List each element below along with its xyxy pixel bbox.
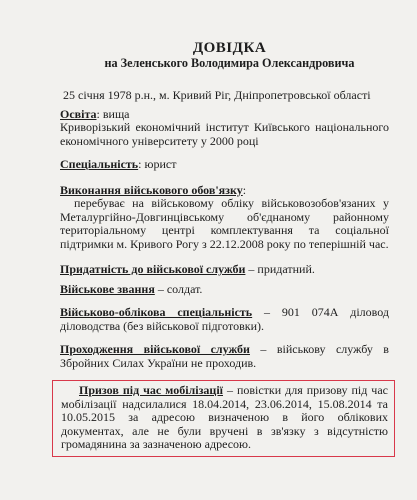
birth-info: 25 січня 1978 р.н., м. Кривий Ріг, Дніпропетровської області [63, 88, 371, 102]
speciality-label: Спеціальність [60, 157, 139, 171]
education-value: : вища [96, 106, 130, 121]
rank-value: – солдат. [154, 281, 203, 296]
speciality-line [60, 158, 389, 172]
service-line [60, 343, 389, 370]
fitness-value: – придатний. [245, 262, 315, 276]
mobilization-highlight-box [52, 380, 395, 457]
document-subtitle: на Зеленського Володимира Олександровича [104, 56, 355, 70]
vos-line [60, 306, 389, 333]
mobilization-label: Призов під час мобілізації [79, 383, 223, 397]
service-value: – військову службу в Збройних Силах України не проходив. [60, 342, 389, 370]
military-duty-colon: : [242, 182, 247, 197]
mobilization-paragraph [61, 384, 388, 452]
vos-value: – 901 074А діловод діловодства (без військової підготовки). [60, 305, 390, 333]
rank-label: Військове звання [60, 281, 155, 296]
rank-line [60, 283, 389, 297]
vos-label: Військово-облікова спеціальність [60, 305, 253, 319]
mobilization-value: – повістки для призову під час мобілізації надсилалися 18.04.2014, 23.06.2014, 15.08.2014 та 10.05.2015 за адресою визначеною в його облікових документах, але не були вручені в зв'язку з відсутністю громадянина за зазначеною адресою. [61, 383, 388, 451]
education-line [60, 108, 389, 122]
education-label: Освіта [60, 106, 97, 121]
fitness-label: Придатність до військової служби [60, 262, 246, 276]
military-duty-text: перебуває на військовому обліку військовозобов'язаних у Металургійно-Довгинцівському об'єднаному районному територіальному центрі комплектування та соціальної підтримки м. Кривого Рогу з 22.12.2008 року по теперішній час. [60, 196, 389, 251]
military-duty-heading [60, 184, 389, 198]
service-label: Проходження військової служби [60, 342, 250, 356]
document-title: ДОВІДКА [192, 40, 267, 56]
speciality-value: : юрист [138, 157, 177, 171]
fitness-line [60, 263, 389, 277]
military-duty-label: Виконання військового обов'язку [60, 182, 243, 197]
education-text: Криворізький економічний інститут Київського національного економічного університету у 2000 році [60, 120, 389, 148]
